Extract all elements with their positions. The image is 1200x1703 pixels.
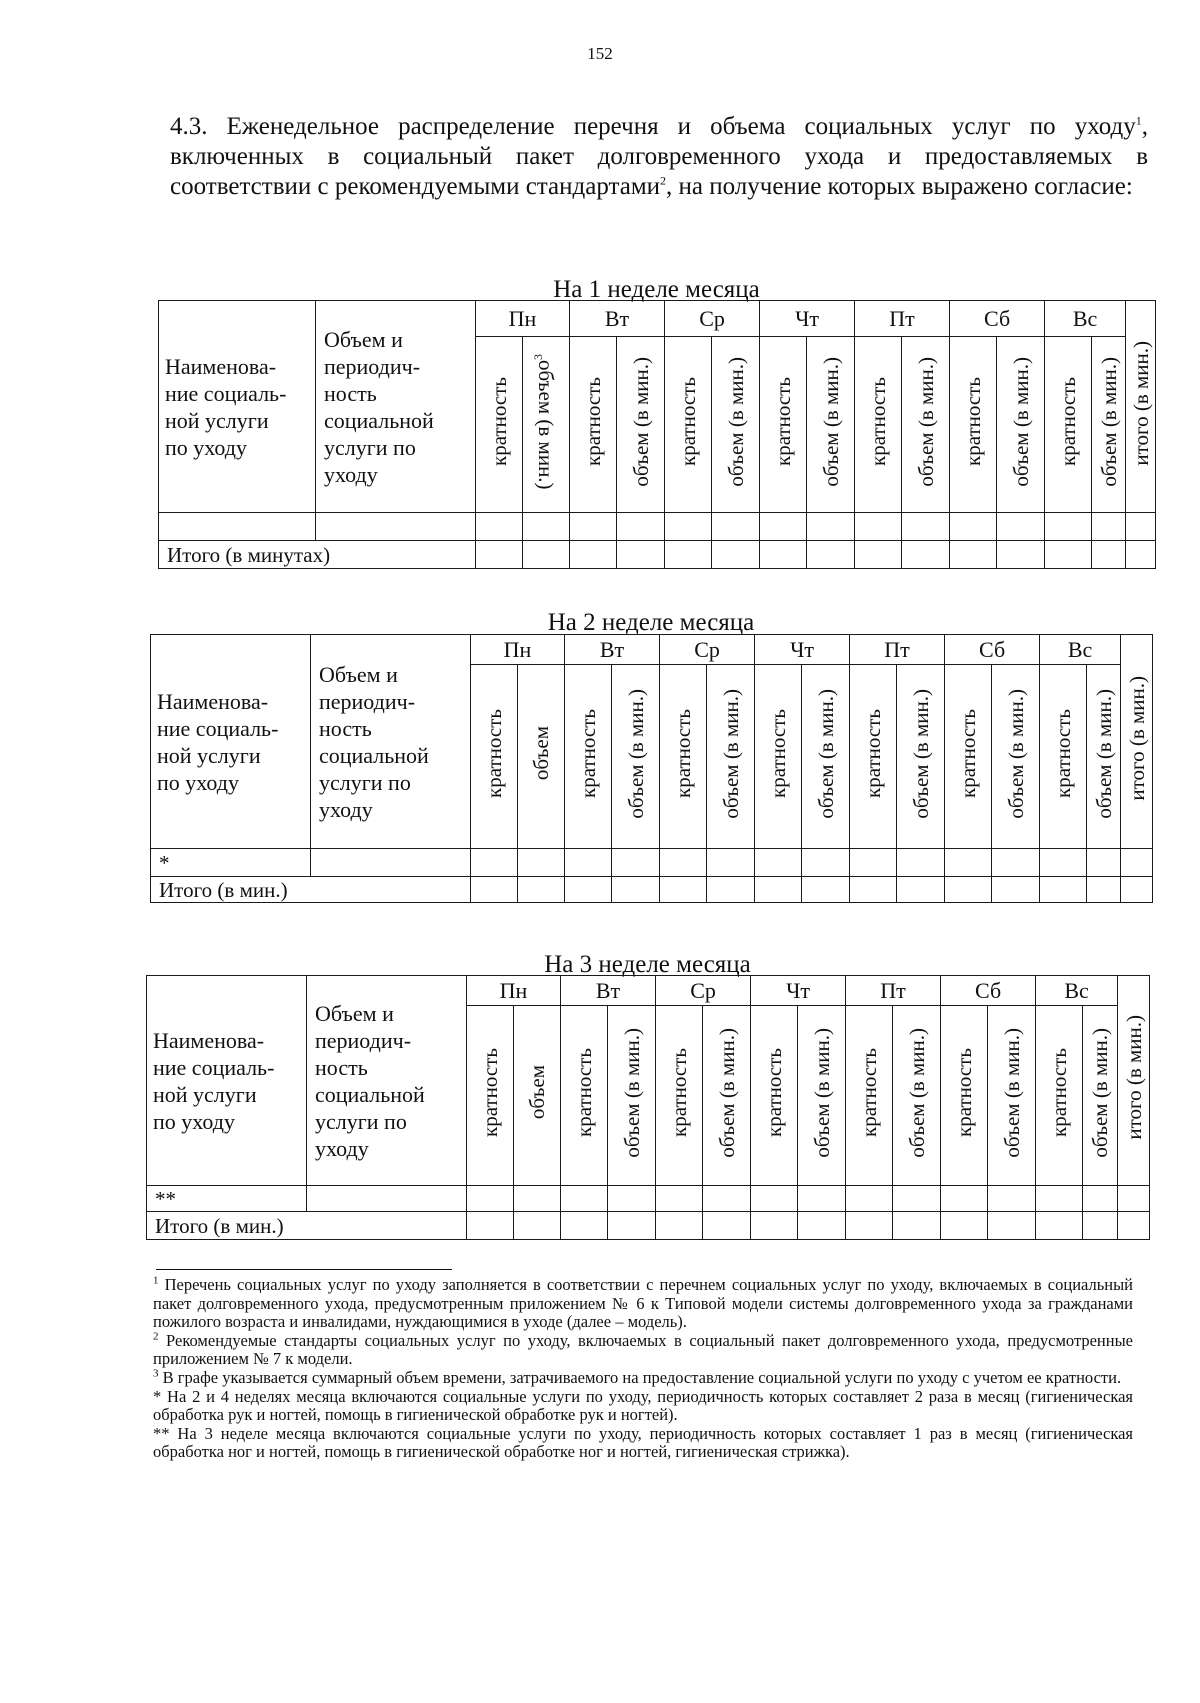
week-2-title: На 2 неделе месяца <box>547 609 755 636</box>
fri-volume-header: объем (в мин.) <box>893 1006 941 1186</box>
day-header-fri: Пт <box>846 976 941 1006</box>
footnote-asterisk: * На 2 и 4 неделях месяца включаются социальные услуги по уходу, периодичность которых составляет 2 раза в месяц (гигиеническая обработка рук и ногтей, помощь в гигиенической обработке рук и ногтей). <box>153 1386 1133 1425</box>
thu-kratnost-header: кратность <box>755 665 802 849</box>
sat-kratnost-header: кратность <box>950 337 997 513</box>
periodicity-header: Объем и периодич- ность социальной услуги по уходу <box>307 976 467 1186</box>
day-header-sun: Вс <box>1045 301 1126 337</box>
thu-volume-header: объем (в мин.) <box>807 337 855 513</box>
mon-kratnost-header: кратность <box>476 337 523 513</box>
day-header-tue: Вт <box>565 635 660 665</box>
periodicity-cell[interactable] <box>311 849 471 877</box>
mon-kratnost-header: кратность <box>467 1006 514 1186</box>
tue-volume-header: объем (в мин.) <box>608 1006 656 1186</box>
thu-kratnost-header: кратность <box>760 337 807 513</box>
mon-kratnost-header: кратность <box>471 665 518 849</box>
week-1-title: На 1 неделе месяца <box>553 276 760 303</box>
day-header-mon: Пн <box>471 635 565 665</box>
service-name-header: Наименова- ние социаль- ной услуги по уходу <box>147 976 307 1186</box>
day-header-fri: Пт <box>850 635 945 665</box>
thu-kratnost-header: кратность <box>751 1006 798 1186</box>
section-heading: 4.3. Еженедельное распределение перечня и объема социальных услуг по уходу$^1$, включенных в социальный пакет долговременного ухода и предоставляемых в соответствии с рекомендуемыми стандартами$^2$, на получение которых выражено согласие: <box>170 113 1148 200</box>
periodicity-header: Объем и периодич- ность социальной услуги по уходу <box>311 635 471 849</box>
total-column-header: итого (в мин.) <box>1126 301 1156 513</box>
wed-kratnost-header: кратность <box>656 1006 703 1186</box>
wed-kratnost-header: кратность <box>665 337 712 513</box>
sat-volume-header: объем (в мин.) <box>992 665 1040 849</box>
day-header-tue: Вт <box>570 301 665 337</box>
mon-volume-header: объем (в мин.)$^3$ <box>523 337 570 513</box>
thu-volume-header: объем (в мин.) <box>798 1006 846 1186</box>
tue-volume-header: объем (в мин.) <box>617 337 665 513</box>
week-2-table <box>150 634 1153 903</box>
table-row <box>159 513 1156 541</box>
wed-volume-header: объем (в мин.) <box>707 665 755 849</box>
week-3-title: На 3 неделе месяца <box>544 951 751 978</box>
day-header-mon: Пн <box>467 976 561 1006</box>
day-header-thu: Чт <box>755 635 850 665</box>
mon-volume-header: объем <box>514 1006 561 1186</box>
tue-kratnost-header: кратность <box>561 1006 608 1186</box>
wed-volume-header: объем (в мин.) <box>712 337 760 513</box>
thu-volume-header: объем (в мин.) <box>802 665 850 849</box>
periodicity-cell[interactable] <box>307 1186 467 1212</box>
day-header-wed: Ср <box>660 635 755 665</box>
day-header-sat: Сб <box>941 976 1036 1006</box>
footnote-2: $^2$ Рекомендуемые стандарты социальных услуг по уходу, включаемых в социальный пакет долговременного ухода, предусмотренные приложением № 7 к модели. <box>153 1330 1134 1369</box>
sun-kratnost-header: кратность <box>1040 665 1087 849</box>
page-number: 152 <box>587 44 613 63</box>
total-row-label: Итого (в минутах) <box>159 541 476 569</box>
footnote-double-asterisk: ** На 3 неделе месяца включаются социальные услуги по уходу, периодичность которых составляет 1 раз в месяц (гигиеническая обработка ног и ногтей, помощь в гигиенической обработке ног и ногтей, гигиеническая стрижка). <box>153 1423 1133 1462</box>
sat-volume-header: объем (в мин.) <box>997 337 1045 513</box>
footnote-divider <box>156 1269 452 1270</box>
day-header-tue: Вт <box>561 976 656 1006</box>
day-header-wed: Ср <box>656 976 751 1006</box>
day-header-mon: Пн <box>476 301 570 337</box>
wed-volume-header: объем (в мин.) <box>703 1006 751 1186</box>
mon-volume-header: объем <box>518 665 565 849</box>
tue-volume-header: объем (в мин.) <box>612 665 660 849</box>
row-marker: * <box>151 849 311 877</box>
day-header-thu: Чт <box>751 976 846 1006</box>
service-name-header: Наименова- ние социаль- ной услуги по уходу <box>159 301 316 513</box>
sat-kratnost-header: кратность <box>945 665 992 849</box>
footnote-3: $^3$ В графе указывается суммарный объем времени, затрачиваемого на предоставление социальной услуги по уходу с учетом ее кратности. <box>153 1367 1122 1387</box>
total-row <box>151 877 1153 903</box>
periodicity-cell[interactable] <box>316 513 476 541</box>
week-1-table <box>158 300 1156 569</box>
fri-volume-header: объем (в мин.) <box>897 665 945 849</box>
sun-volume-header: объем (в мин.) <box>1092 337 1126 513</box>
day-header-sat: Сб <box>950 301 1045 337</box>
day-header-wed: Ср <box>665 301 760 337</box>
total-column-header: итого (в мин.) <box>1121 635 1153 849</box>
service-name-cell[interactable] <box>159 513 316 541</box>
table-row <box>151 849 1153 877</box>
sun-volume-header: объем (в мин.) <box>1083 1006 1118 1186</box>
sat-volume-header: объем (в мин.) <box>988 1006 1036 1186</box>
sat-kratnost-header: кратность <box>941 1006 988 1186</box>
footnote-1: $^1$ Перечень социальных услуг по уходу заполняется в соответствии с перечнем социальных услуг по уходу, включаемых в социальный пакет долговременного ухода, предусмотренным приложением № 6 к Типовой модели системы долговременного ухода за гражданами пожилого возраста и инвалидами, нуждающимися в уходе (далее – модель). <box>153 1274 1133 1332</box>
row-marker: ** <box>147 1186 307 1212</box>
day-header-sun: Вс <box>1036 976 1118 1006</box>
service-name-header: Наименова- ние социаль- ной услуги по уходу <box>151 635 311 849</box>
wed-kratnost-header: кратность <box>660 665 707 849</box>
tue-kratnost-header: кратность <box>565 665 612 849</box>
day-header-sat: Сб <box>945 635 1040 665</box>
day-header-thu: Чт <box>760 301 855 337</box>
total-row <box>147 1212 1150 1240</box>
sun-kratnost-header: кратность <box>1036 1006 1083 1186</box>
periodicity-header: Объем и периодич- ность социальной услуги по уходу <box>316 301 476 513</box>
week-3-table <box>146 975 1150 1240</box>
fri-kratnost-header: кратность <box>850 665 897 849</box>
total-row-label: Итого (в мин.) <box>151 877 471 903</box>
fri-volume-header: объем (в мин.) <box>902 337 950 513</box>
sun-kratnost-header: кратность <box>1045 337 1092 513</box>
total-row <box>159 541 1156 569</box>
sun-volume-header: объем (в мин.) <box>1087 665 1121 849</box>
footnotes <box>153 1276 1133 1462</box>
fri-kratnost-header: кратность <box>855 337 902 513</box>
total-column-header: итого (в мин.) <box>1118 976 1150 1186</box>
tue-kratnost-header: кратность <box>570 337 617 513</box>
day-header-sun: Вс <box>1040 635 1121 665</box>
day-header-fri: Пт <box>855 301 950 337</box>
total-row-label: Итого (в мин.) <box>147 1212 467 1240</box>
table-row <box>147 1186 1150 1212</box>
fri-kratnost-header: кратность <box>846 1006 893 1186</box>
